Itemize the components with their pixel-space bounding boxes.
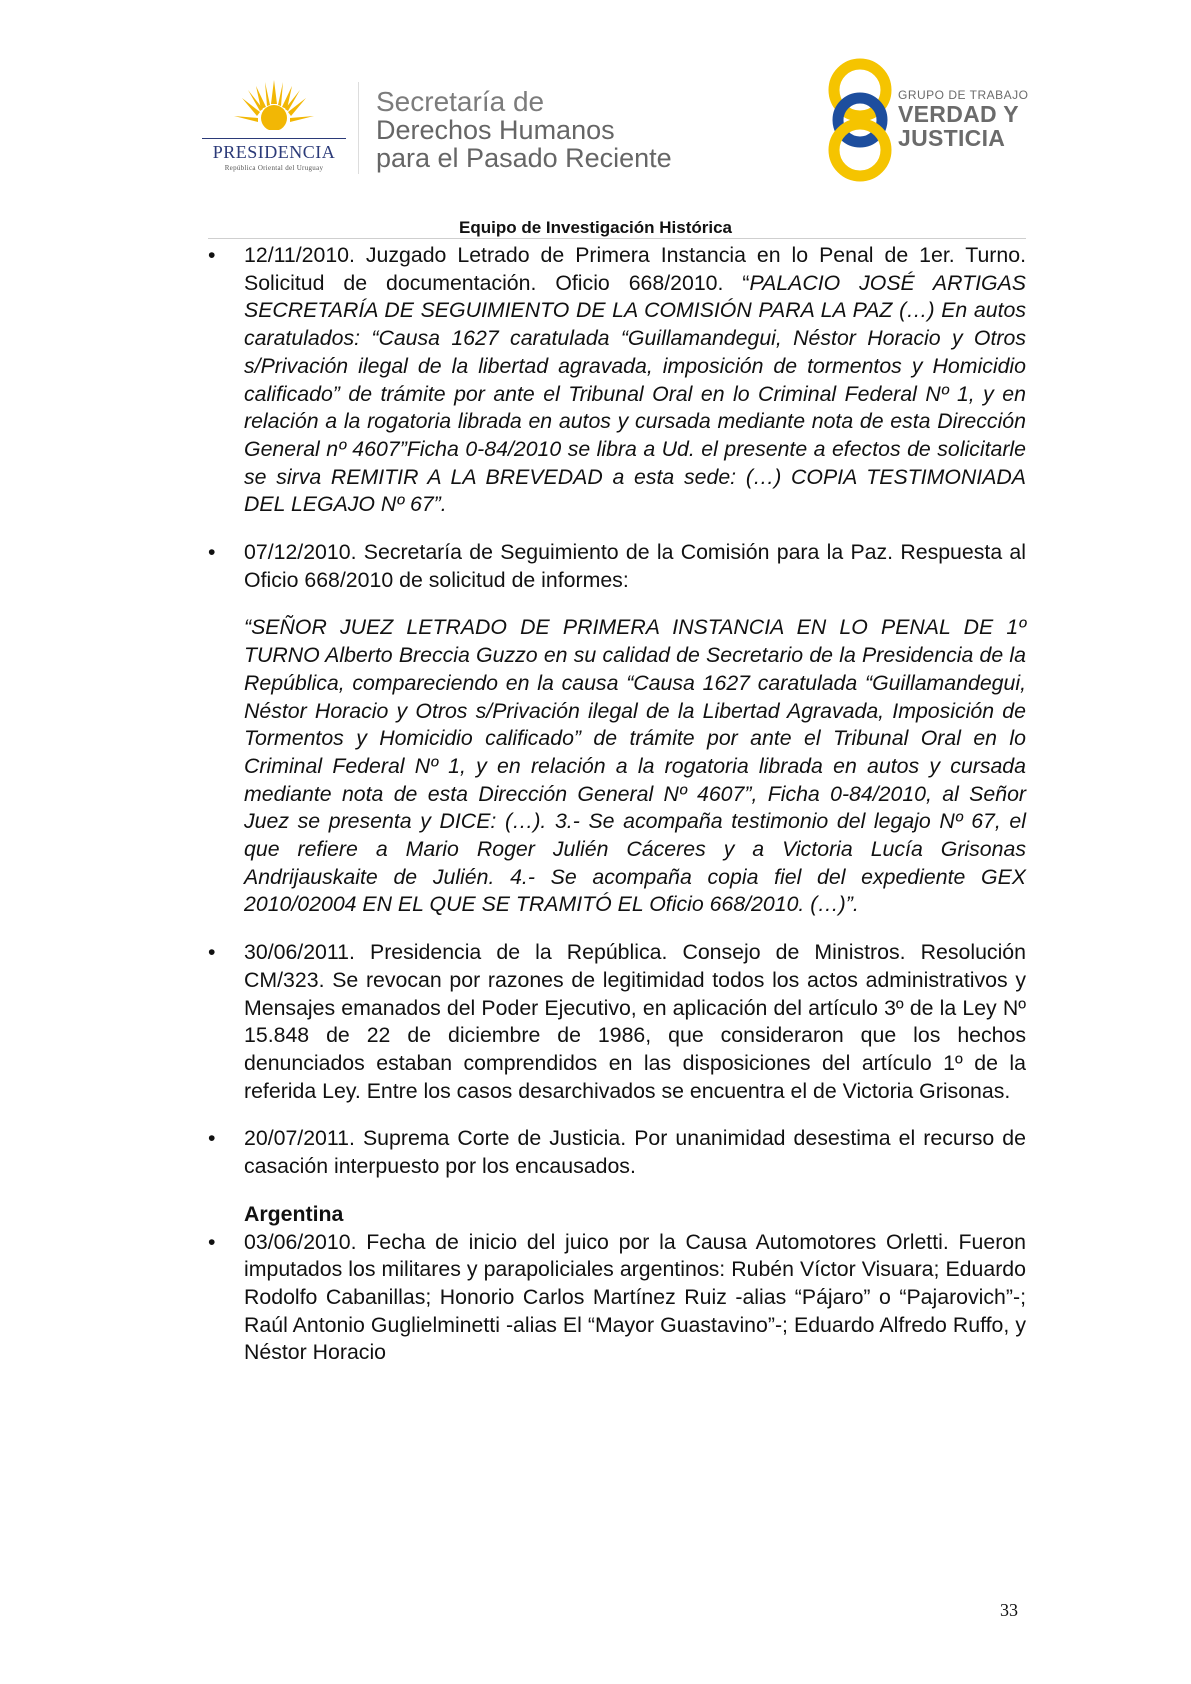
secretaria-line-2: Derechos Humanos [376,115,615,145]
list-item [208,539,1026,919]
bullet: • [208,940,216,965]
item-text: 30/06/2011. Presidencia de la República. Consejo de Ministros. Resolución CM/323. Se revocan por razones de legitimidad todos los actos administrativos y Mensajes emanados del Poder Ejecutivo, en aplicación del artículo 3º de la Ley Nº 15.848 de 22 de diciembre de 1986, que consideraron que los hechos denunciados estaban comprendidos en las disposiciones del artículo 1º de la referida Ley. Entre los casos desarchivados se encuentra el de Victoria Grisonas. [244,940,1026,1103]
presidencia-logo [196,78,352,183]
item-text [244,242,1026,519]
list-item [208,939,1026,1105]
bullet: • [208,243,216,267]
grupo-line-3: JUSTICIA [898,125,1006,151]
bullet: • [208,1229,216,1254]
presidencia-subtitle: República Oriental del Uruguay [224,164,324,172]
document-body [208,242,1026,1367]
item-quote: “SEÑOR JUEZ LETRADO DE PRIMERA INSTANCIA EN LO PENAL DE 1º TURNO Alberto Breccia Guzzo en su calidad de Secretario de la Presidencia de la República, compareciendo en la causa “Causa 1627 caratulada “Guillamandegui, Néstor Horacio y Otros s/Privación ilegal de la Libertad Agravada, Imposición de Tormentos y Homicidio calificado” de trámite por ante el Tribunal Oral en lo Criminal Federal Nº 1, y en relación a la rogatoria librada en autos y cursada mediante nota de esta Dirección General Nº 4607”, Ficha 0-84/2010, al Señor Juez se presenta y DICE: (…). 3.- Se acompaña testimonio del legajo Nº 67, el que refiere a Mario Roger Julién Cáceres y a Victoria Lucía Grisonas Andrijauskaite de Julién. 4.- Se acompaña copia fiel del expediente GEX 2010/02004 EN EL QUE SE TRAMITÓ EL Oficio 668/2010. (…)”. [244,615,1026,917]
secretaria-line-1: Secretaría de [376,86,545,117]
list-item [208,242,1026,519]
item-text-plain: 12/11/2010. Juzgado Letrado de Primera Instancia en lo Penal de 1er. Turno. Solicitud de documentación. Oficio 668/2010. “ [244,243,1026,295]
rings-icon [824,58,896,182]
item-text: 20/07/2011. Suprema Corte de Justicia. Por unanimidad desestima el recurso de casación interpuesto por los encausados. [244,1126,1026,1179]
bullet: • [208,1126,216,1151]
list-item [208,1125,1026,1180]
grupo-line-1: GRUPO DE TRABAJO [898,88,1029,102]
presidencia-name: PRESIDENCIA [212,142,336,162]
verdad-justicia-logo [824,58,896,187]
grupo-line-2: VERDAD Y [898,101,1019,127]
logo-divider [358,82,359,174]
section-heading: Argentina [244,1201,344,1226]
presidencia-divider [202,138,346,139]
page-number: 33 [1000,1600,1018,1620]
header-rule [208,238,1026,239]
secretaria-wordmark [376,88,672,172]
item-text: 07/12/2010. Secretaría de Seguimiento de la Comisión para la Paz. Respuesta al Oficio 668/2010 de solicitud de informes: [244,540,1026,592]
list-item [208,1229,1026,1368]
page-header [0,0,1191,240]
verdad-justicia-wordmark [898,88,1028,150]
sun-icon [232,78,316,140]
secretaria-line-3: para el Pasado Reciente [376,143,672,173]
item-text: 03/06/2010. Fecha de inicio del juico por la Causa Automotores Orletti. Fueron imputados los militares y parapoliciales argentinos: Rubén Víctor Visuara; Eduardo Rodolfo Cabanillas; Honorio Carlos Martínez Ruiz -alias “Pájaro” o “Pajarovich”-; Raúl Antonio Guglielminetti -alias El “Mayor Guastavino”-; Eduardo Alfredo Ruffo, y Néstor Horacio [244,1229,1026,1365]
bullet: • [208,540,216,565]
team-title: Equipo de Investigación Histórica [459,218,732,237]
item-text-quote: PALACIO JOSÉ ARTIGAS SECRETARÍA DE SEGUIMIENTO DE LA COMISIÓN PARA LA PAZ (…) En autos caratulados: “Causa 1627 caratulada “Guillamandegui, Néstor Horacio y Otros s/Privación ilegal de la libertad agravada, imposición de tormentos y Homicidio calificado” de trámite por ante el Tribunal Oral en lo Criminal Federal Nº 1, y en relación a la rogatoria librada en autos y cursada mediante nota de esta Dirección General nº 4607”Ficha 0-84/2010 se libra a Ud. el presente a efectos de solicitarle se sirva REMITIR A LA BREVEDAD a esta sede: (…) COPIA TESTIMONIADA DEL LEGAJO Nº 67”. [244,270,1026,517]
